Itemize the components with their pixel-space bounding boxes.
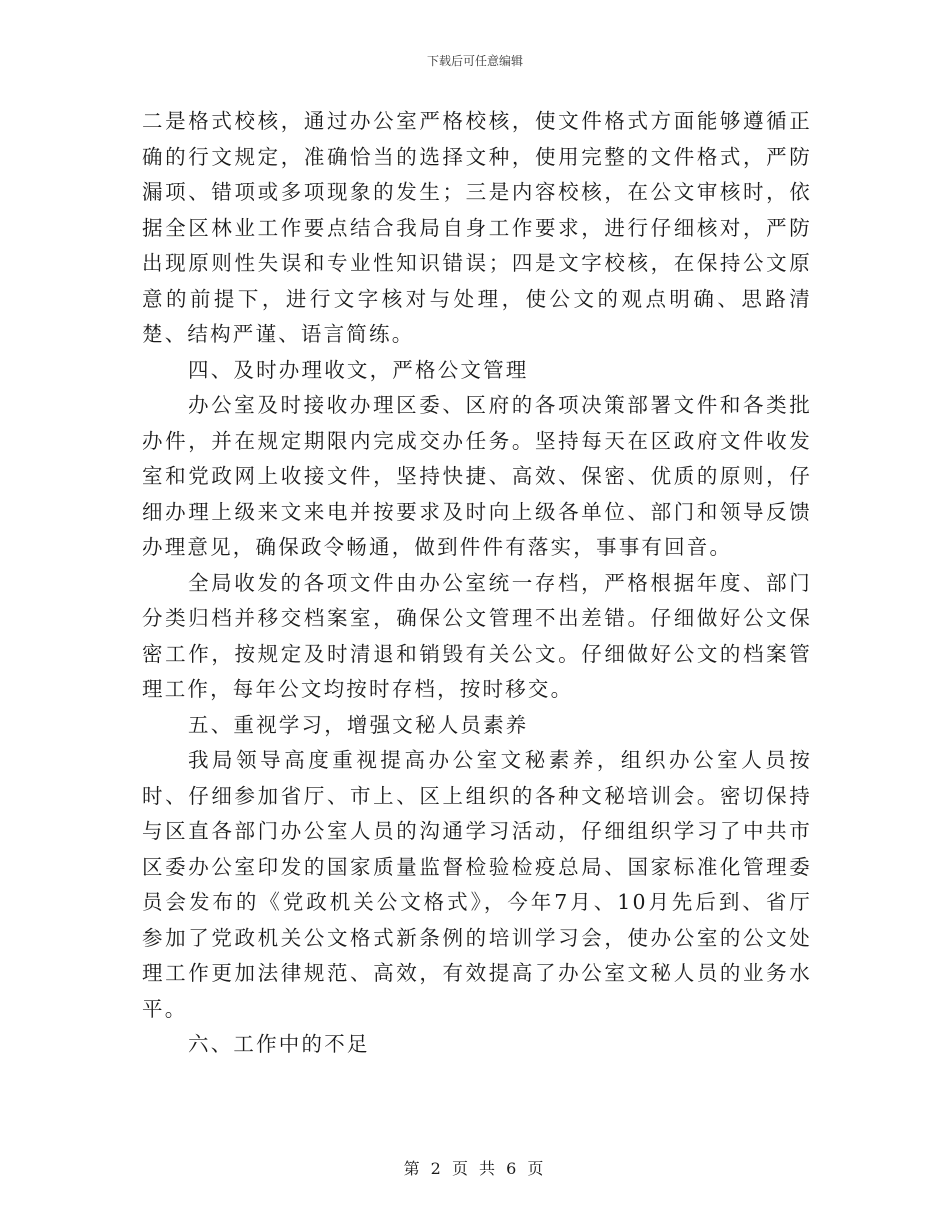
section-heading-6: 六、工作中的不足 (188, 1032, 370, 1056)
document-body (142, 104, 812, 1063)
paragraph-training: 我局领导高度重视提高办公室文秘素养，组织办公室人员按时、仔细参加省厅、市上、区上组织的各种文秘培训会。密切保持与区直各部门办公室人员的沟通学习活动，仔细组织学习了中共市区委办公室印发的国家质量监督检验检疫总局、国家标准化管理委员会发布的《党政机关公文格式》，今年7月、10月先后到、省厅参加了党政机关公文格式新条例的培训学习会，使办公室的公文处理工作更加法律规范、高效，有效提高了办公室文秘人员的业务水平。 (142, 748, 812, 1021)
paragraph-format-check: 二是格式校核，通过办公室严格校核，使文件格式方面能够遵循正确的行文规定，准确恰当的选择文种，使用完整的文件格式，严防漏项、错项或多项现象的发生；三是内容校核，在公文审核时，依据全区林业工作要点结合我局自身工作要求，进行仔细核对，严防出现原则性失误和专业性知识错误；四是文字校核，在保持公文原意的前提下，进行文字核对与处理，使公文的观点明确、思路清楚、结构严谨、语言简练。 (142, 109, 812, 346)
paragraph-archive: 全局收发的各项文件由办公室统一存档，严格根据年度、部门分类归档并移交档案室，确保公文管理不出差错。仔细做好公文保密工作，按规定及时清退和销毁有关公文。仔细做好公文的档案管理工作，每年公文均按时存档，按时移交。 (142, 570, 812, 701)
page-header: 下载后可任意编辑 (426, 54, 523, 68)
section-heading-5: 五、重视学习，增强文秘人员素养 (188, 712, 529, 737)
section-heading-4: 四、及时办理收文，严格公文管理 (188, 357, 529, 382)
paragraph-receive-documents: 办公室及时接收办理区委、区府的各项决策部署文件和各类批办件，并在规定期限内完成交办任务。坚持每天在区政府文件收发室和党政网上收接文件，坚持快捷、高效、保密、优质的原则，仔细办理上级来文来电并按要求及时向上级各单位、部门和领导反馈办理意见，确保政令畅通，做到件件有落实，事事有回音。 (142, 393, 812, 559)
page-number: 第 2 页 共 6 页 (403, 1159, 547, 1178)
